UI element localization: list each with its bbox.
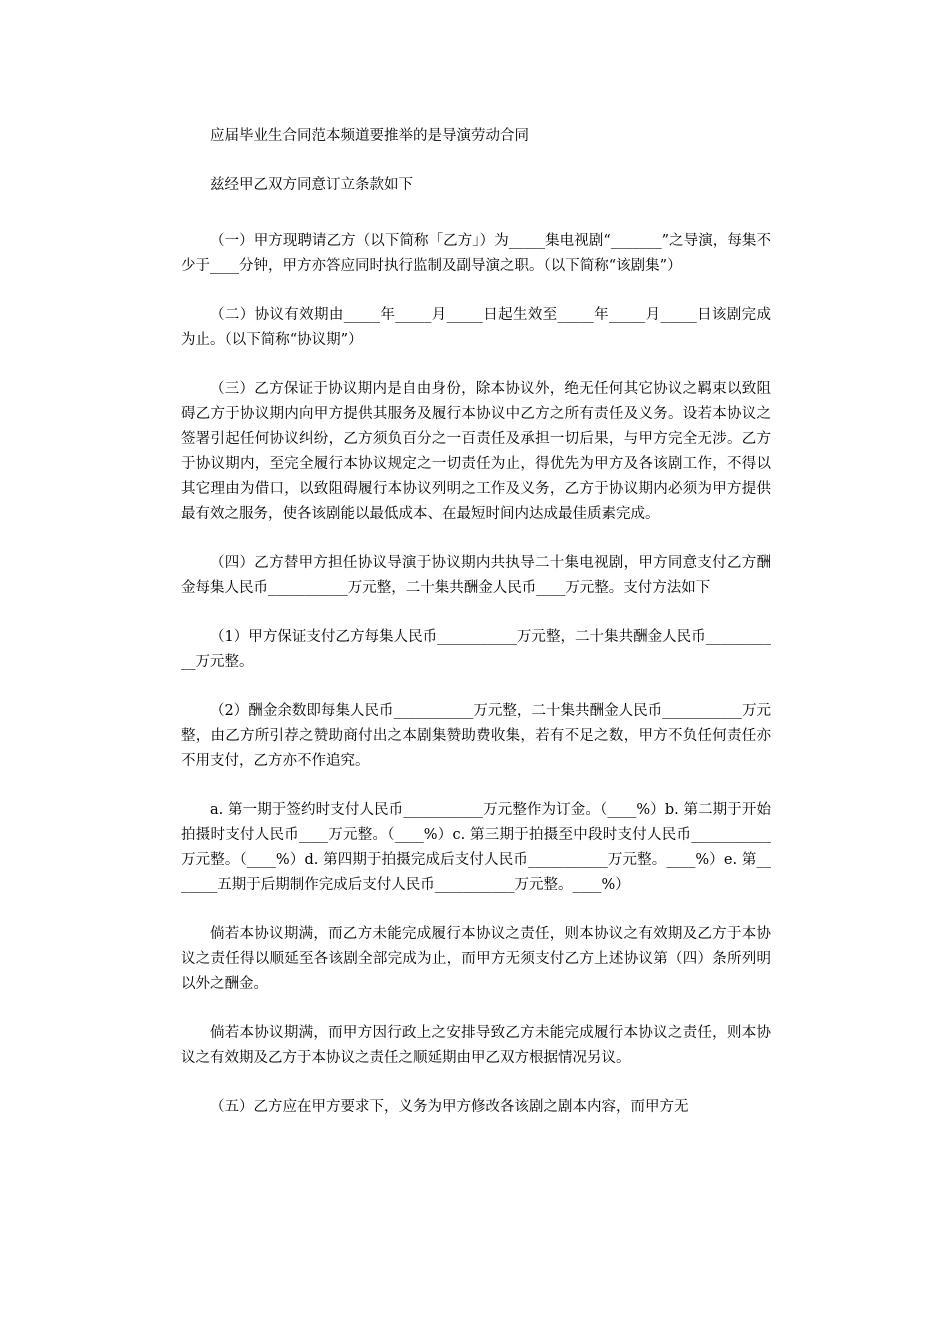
document-title: 应届毕业生合同范本频道要推举的是导演劳动合同 (210, 128, 529, 144)
document-page (181, 124, 771, 1120)
clause-5-paragraph: （五）乙方应在甲方要求下，义务为甲方修改各该剧之剧本内容，而甲方无 (210, 1099, 689, 1115)
installment-schedule-paragraph: a. 第一期于签约时支付人民币___________万元整作为订金。（____%）b. 第二期于开始拍摄时支付人民币____万元整。（____%）c. 第三期于拍摄至中段时支付人民币___________万元整。（____%）d. 第四期于拍摄完成后支付人民币___________万元整。____%）e. 第_______五期于后期制作完成后支付人民币___________万元整。____%） (181, 802, 771, 893)
payment-item-2-paragraph: （2）酬金余数即每集人民币___________万元整，二十集共酬金人民币___________万元整，由乙方所引荐之赞助商付出之本剧集赞助费收集，若有不足之数，甲方不负任何责任亦不用支付，乙方亦不作追究。 (181, 703, 771, 769)
administrative-delay-paragraph: 倘若本协议期满，而甲方因行政上之安排导致乙方未能完成履行本协议之责任，则本协议之有效期及乙方于本协议之责任之顺延期由甲乙双方根据情况另议。 (181, 1025, 771, 1066)
clause-3-paragraph: （三）乙方保证于协议期内是自由身份，除本协议外，绝无任何其它协议之羁束以致阻碍乙方于协议期内向甲方提供其服务及履行本协议中乙方之所有责任及义务。设若本协议之签署引起任何协议纠纷，乙方须负百分之一百责任及承担一切后果，与甲方完全无涉。乙方于协议期内，至完全履行本协议规定之一切责任为止，得优先为甲方及各该剧工作，不得以其它理由为借口，以致阻碍履行本协议列明之工作及义务，乙方于协议期内必须为甲方提供最有效之服务，使各该剧能以最低成本、在最短时间内达成最佳质素完成。 (181, 381, 771, 522)
extension-clause-paragraph: 倘若本协议期满，而乙方未能完成履行本协议之责任，则本协议之有效期及乙方于本协议之责任得以顺延至各该剧全部完成为止，而甲方无须支付乙方上述协议第（四）条所列明以外之酬金。 (181, 926, 771, 992)
clause-4-paragraph: （四）乙方替甲方担任协议导演于协议期内共执导二十集电视剧，甲方同意支付乙方酬金每集人民币___________万元整，二十集共酬金人民币____万元整。支付方法如下 (181, 555, 771, 596)
clause-1-paragraph: （一）甲方现聘请乙方（以下简称「乙方」）为_____集电视剧“_______”之导演，每集不少于____分钟，甲方亦答应同时执行监制及副导演之职。（以下简称“该剧集”） (181, 233, 771, 274)
intro-paragraph: 兹经甲乙双方同意订立条款如下 (210, 177, 413, 193)
payment-item-1-paragraph: （1）甲方保证支付乙方每集人民币___________万元整，二十集共酬金人民币___________万元整。 (181, 629, 771, 670)
clause-2-paragraph: （二）协议有效期由_____年_____月_____日起生效至_____年_____月_____日该剧完成为止。（以下简称“协议期”） (181, 307, 771, 348)
